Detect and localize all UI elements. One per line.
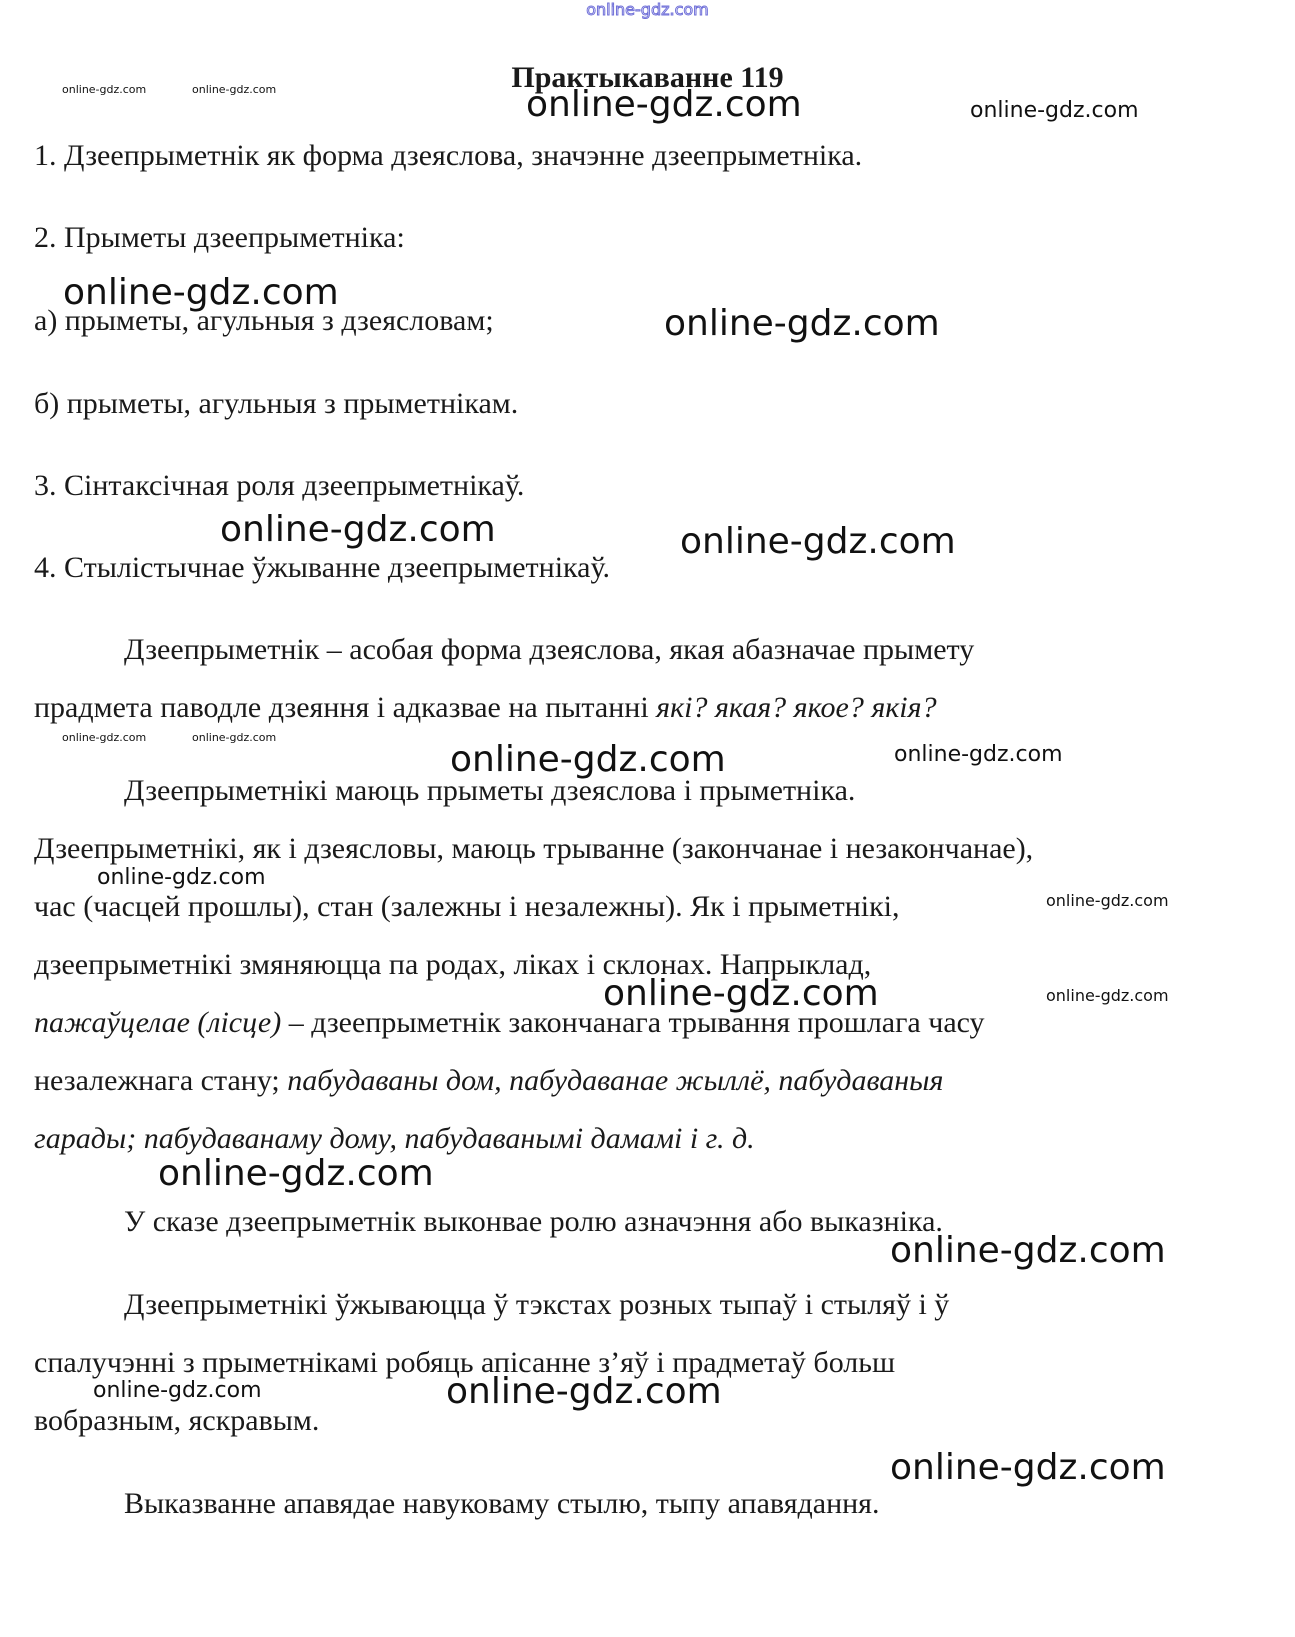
watermark: online-gdz.com bbox=[450, 739, 726, 780]
example-explanation: – дзеепрыметнік закончанага трывання прошлага часу bbox=[281, 1006, 985, 1039]
example-list-2: гарады; пабудаванаму дому, пабудаванымі дамамі і г. д. bbox=[34, 1122, 755, 1155]
example-list-1: пабудаваны дом, пабудаванае жыллё, пабудаваныя bbox=[287, 1064, 944, 1097]
watermark: online-gdz.com bbox=[192, 731, 277, 744]
watermark: online-gdz.com bbox=[62, 731, 147, 744]
paragraph-2-line-6 bbox=[34, 1063, 943, 1099]
watermark: online-gdz.com bbox=[93, 1378, 262, 1403]
paragraph-3: У сказе дзеепрыметнік выконвае ролю азначэння або выказніка. bbox=[124, 1205, 943, 1238]
watermark: online-gdz.com bbox=[62, 83, 147, 96]
paragraph-4-line-1: Дзеепрыметнікі ўжываюцца ў тэкстах розных тыпаў і стыляў і ў bbox=[124, 1288, 950, 1321]
watermark: online-gdz.com bbox=[894, 742, 1063, 767]
watermark: online-gdz.com bbox=[158, 1153, 434, 1194]
watermark: online-gdz.com bbox=[1046, 986, 1169, 1005]
paragraph-2-line-3: час (часцей прошлы), стан (залежны і незалежны). Як і прыметнікі, bbox=[34, 890, 900, 923]
watermark: online-gdz.com bbox=[192, 83, 277, 96]
paragraph-4-line-2: спалучэнні з прыметнікамі робяць апісанне з’яў і прадметаў больш bbox=[34, 1346, 896, 1379]
paragraph-1-questions: які? якая? якое? якія? bbox=[656, 691, 937, 724]
watermark: online-gdz.com bbox=[220, 509, 496, 550]
paragraph-1-line-2 bbox=[34, 690, 937, 726]
example-word: пажаўцелае (лісце) bbox=[34, 1006, 282, 1039]
outline-item-2b: б) прыметы, агульныя з прыметнікам. bbox=[34, 387, 519, 420]
outline-item-4: 4. Стылістычнае ўжыванне дзеепрыметнікаў. bbox=[34, 551, 610, 584]
paragraph-2-line-7 bbox=[34, 1121, 755, 1157]
watermark: online-gdz.com bbox=[526, 84, 802, 125]
paragraph-1-line-1: Дзеепрыметнік – асобая форма дзеяслова, якая абазначае прымету bbox=[124, 633, 975, 666]
watermark: online-gdz.com bbox=[63, 272, 339, 313]
outline-item-3: 3. Сінтаксічная роля дзеепрыметнікаў. bbox=[34, 469, 525, 502]
paragraph-1-text: прадмета паводле дзеяння і адказвае на пытанні bbox=[34, 691, 657, 724]
watermark: online-gdz.com bbox=[680, 521, 956, 562]
watermark-top: online-gdz.com bbox=[586, 0, 709, 19]
watermark: online-gdz.com bbox=[446, 1371, 722, 1412]
paragraph-2-line-4: дзеепрыметнікі змяняюцца па родах, ліках і склонах. Напрыклад, bbox=[34, 948, 872, 981]
outline-item-2a: а) прыметы, агульныя з дзеясловам; bbox=[34, 304, 494, 337]
example-intro: незалежнага стану; bbox=[34, 1064, 288, 1097]
watermark: online-gdz.com bbox=[890, 1447, 1166, 1488]
watermark: online-gdz.com bbox=[1046, 891, 1169, 910]
page-title: Практыкаванне 119 bbox=[511, 61, 784, 94]
watermark: online-gdz.com bbox=[890, 1230, 1166, 1271]
watermark: online-gdz.com bbox=[603, 973, 879, 1014]
paragraph-2-line-2: Дзеепрыметнікі, як і дзеясловы, маюць трыванне (закончанае і незакончанае), bbox=[34, 832, 1034, 865]
paragraph-5: Выказванне апавядае навуковаму стылю, тыпу апавядання. bbox=[124, 1487, 880, 1520]
watermark: online-gdz.com bbox=[97, 865, 266, 890]
paragraph-2-line-1: Дзеепрыметнікі маюць прыметы дзеяслова і прыметніка. bbox=[124, 774, 856, 807]
watermark: online-gdz.com bbox=[664, 303, 940, 344]
paragraph-4-line-3: вобразным, яскравым. bbox=[34, 1404, 320, 1437]
outline-item-2: 2. Прыметы дзеепрыметніка: bbox=[34, 221, 405, 254]
outline-item-1: 1. Дзеепрыметнік як форма дзеяслова, значэнне дзеепрыметніка. bbox=[34, 139, 863, 172]
watermark: online-gdz.com bbox=[970, 98, 1139, 123]
